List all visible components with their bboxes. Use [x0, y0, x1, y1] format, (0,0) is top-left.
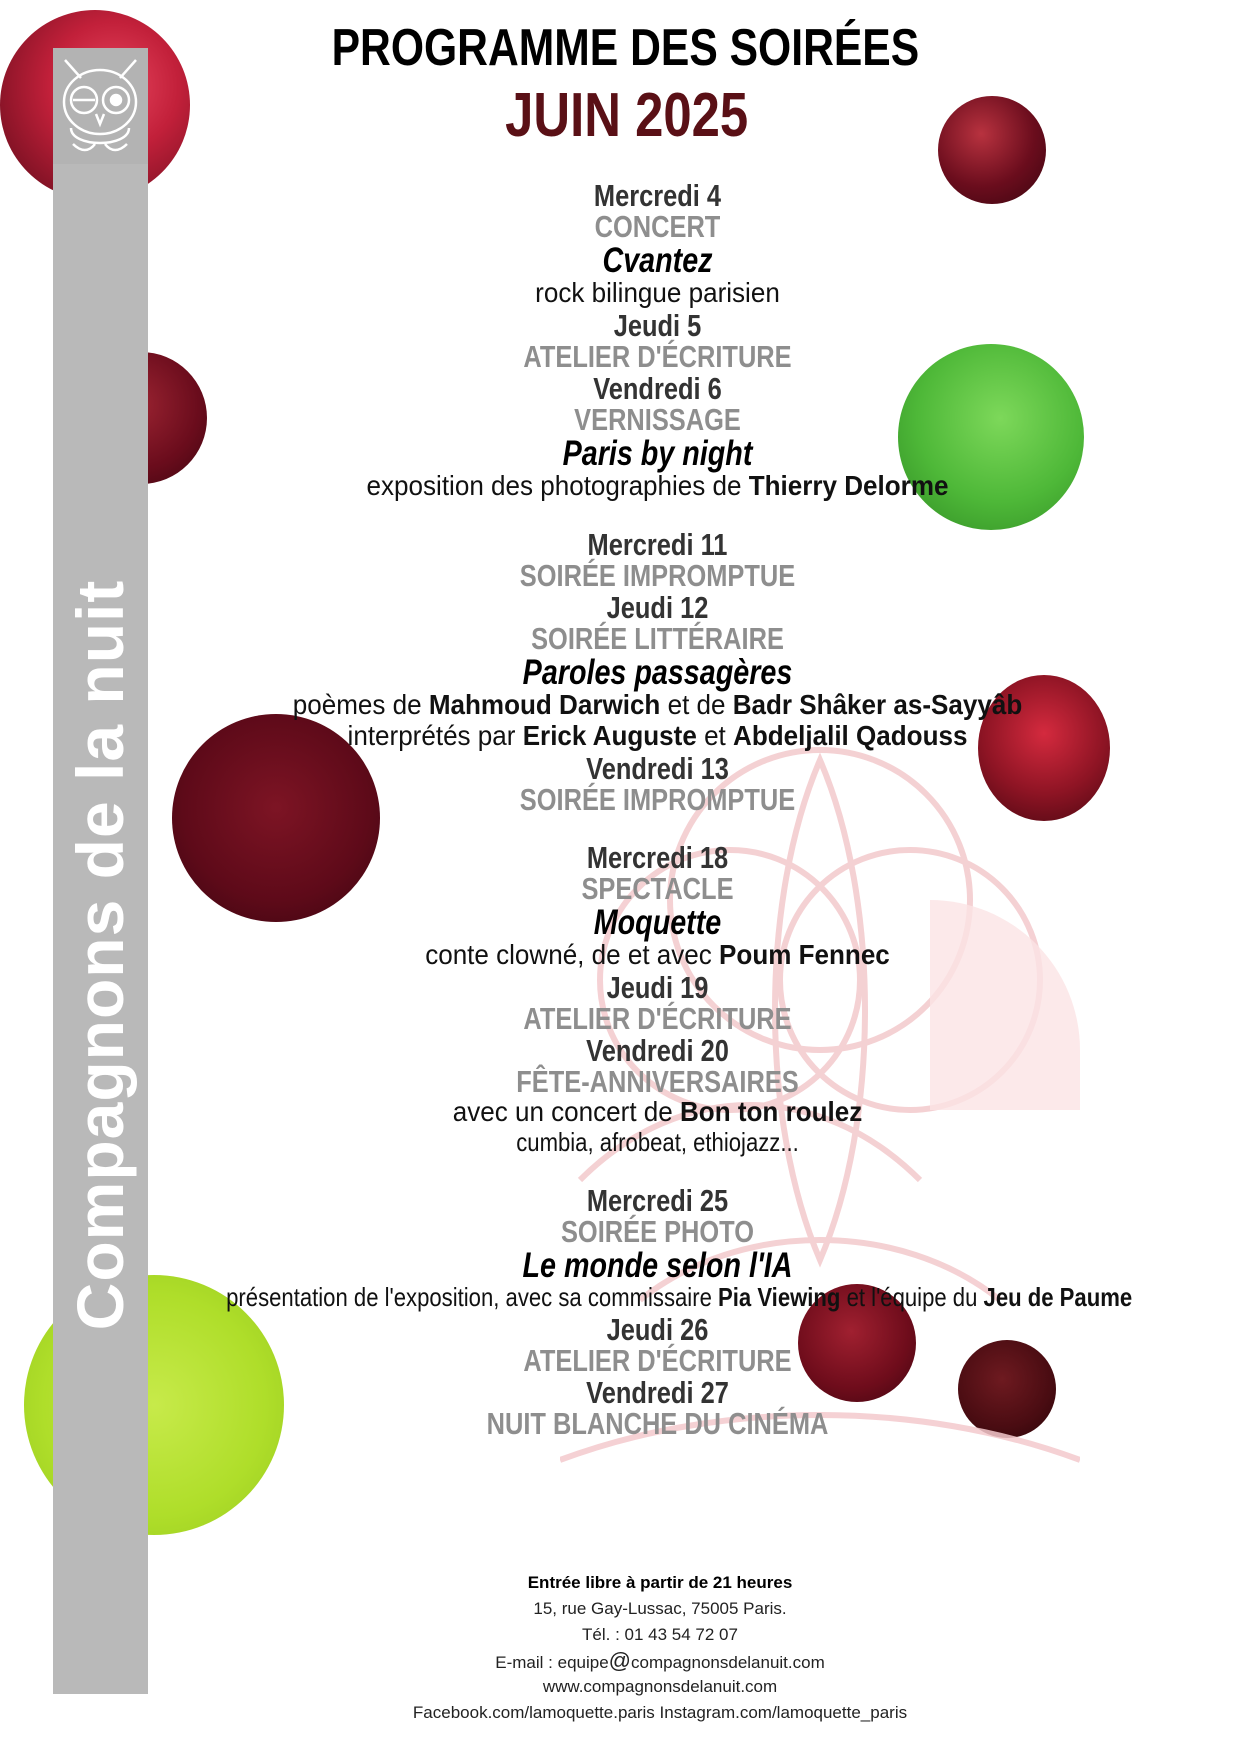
event-item [150, 592, 1165, 753]
event-item [150, 180, 1165, 310]
event-item [150, 1185, 1165, 1314]
desc-text: conte clowné, de et avec [425, 939, 712, 970]
event-title: Cvantez [602, 241, 713, 280]
phone: Tél. : 01 43 54 72 07 [582, 1625, 738, 1644]
event-category: SOIRÉE PHOTO [560, 1214, 755, 1249]
event-day: Vendredi 6 [593, 371, 722, 406]
event-category: SOIRÉE IMPROMPTUE [519, 558, 796, 593]
artist-name: Bon ton roulez [679, 1096, 863, 1127]
event-description: rock bilingue parisien [535, 277, 780, 308]
address: 15, rue Gay-Lussac, 75005 Paris. [533, 1599, 787, 1618]
artist-name: Thierry Delorme [748, 470, 949, 501]
email-line [330, 1648, 990, 1674]
event-description [186, 691, 1130, 722]
event-item [150, 1035, 1165, 1159]
event-category: NUIT BLANCHE DU CINÉMA [486, 1406, 829, 1441]
event-day: Vendredi 13 [586, 751, 729, 786]
event-title: Moquette [593, 903, 722, 942]
event-category: SPECTACLE [581, 871, 734, 906]
email-label: E-mail : [495, 1653, 553, 1672]
desc-text: et de [667, 689, 726, 720]
artist-name: Abdeljalil Qadouss [733, 720, 968, 751]
event-item [150, 1377, 1165, 1440]
website-link[interactable]: www.compagnonsdelanuit.com [542, 1677, 778, 1696]
event-day: Mercredi 18 [586, 840, 729, 875]
sidebar-title: Compagnons de la nuit [63, 579, 137, 1331]
desc-text: et l'équipe du [846, 1282, 978, 1312]
event-day: Jeudi 26 [606, 1312, 709, 1347]
at-sign: @ [608, 1648, 632, 1673]
event-category: VERNISSAGE [574, 402, 741, 437]
artist-name: Mahmoud Darwich [428, 689, 661, 720]
program-list [150, 180, 1165, 1440]
desc-text: poèmes de [292, 689, 422, 720]
event-item [150, 529, 1165, 592]
venue-name: Jeu de Paume [983, 1282, 1133, 1312]
event-item [150, 842, 1165, 972]
entry-info: Entrée libre à partir de 21 heures [527, 1573, 793, 1592]
desc-text: et [704, 720, 726, 751]
event-day: Mercredi 11 [587, 527, 728, 562]
event-day: Jeudi 19 [606, 970, 709, 1005]
event-category: ATELIER D'ÉCRITURE [523, 339, 792, 374]
event-category: SOIRÉE LITTÉRAIRE [531, 621, 784, 656]
event-description [186, 722, 1130, 753]
footer-info [330, 1570, 990, 1726]
desc-text: avec un concert de [452, 1096, 673, 1127]
event-item [150, 753, 1165, 816]
event-category: SOIRÉE IMPROMPTUE [519, 782, 796, 817]
page-month: JUIN 2025 [505, 81, 749, 150]
artist-name: Poum Fennec [719, 939, 890, 970]
event-title: Paroles passagères [522, 653, 793, 692]
event-day: Vendredi 27 [586, 1375, 729, 1410]
person-name: Pia Viewing [718, 1282, 841, 1312]
event-category: ATELIER D'ÉCRITURE [523, 1343, 792, 1378]
event-item [150, 972, 1165, 1035]
desc-text: exposition des photographies de [366, 470, 742, 501]
event-category: FÊTE-ANNIVERSAIRES [516, 1064, 799, 1099]
artist-name: Badr Shâker as-Sayyâb [732, 689, 1023, 720]
event-day: Mercredi 25 [586, 1183, 729, 1218]
email-link[interactable] [557, 1648, 825, 1673]
event-day: Jeudi 12 [606, 590, 709, 625]
event-genre: cumbia, afrobeat, ethiojazz... [516, 1127, 799, 1157]
artist-name: Erick Auguste [522, 720, 697, 751]
event-description [186, 472, 1130, 503]
page-title: PROGRAMME DES SOIRÉES [331, 19, 920, 77]
event-description [186, 941, 1130, 972]
event-title: Paris by night [562, 434, 753, 473]
email-user: equipe [557, 1653, 609, 1672]
desc-text: présentation de l'exposition, avec sa commissaire [226, 1282, 712, 1312]
email-domain: compagnonsdelanuit.com [631, 1653, 825, 1672]
event-category: ATELIER D'ÉCRITURE [523, 1001, 792, 1036]
event-description [186, 1098, 1130, 1129]
event-item [150, 373, 1165, 503]
event-day: Mercredi 4 [593, 178, 722, 213]
desc-text: interprétés par [347, 720, 516, 751]
event-description [226, 1282, 1133, 1314]
event-day: Jeudi 5 [613, 308, 702, 343]
event-item [150, 310, 1165, 373]
event-item [150, 1314, 1165, 1377]
event-category: CONCERT [594, 209, 721, 244]
social-links[interactable]: Facebook.com/lamoquette.paris Instagram.com/lamoquette_paris [412, 1703, 908, 1722]
event-title: Le monde selon l'IA [522, 1246, 793, 1285]
event-day: Vendredi 20 [586, 1033, 729, 1068]
